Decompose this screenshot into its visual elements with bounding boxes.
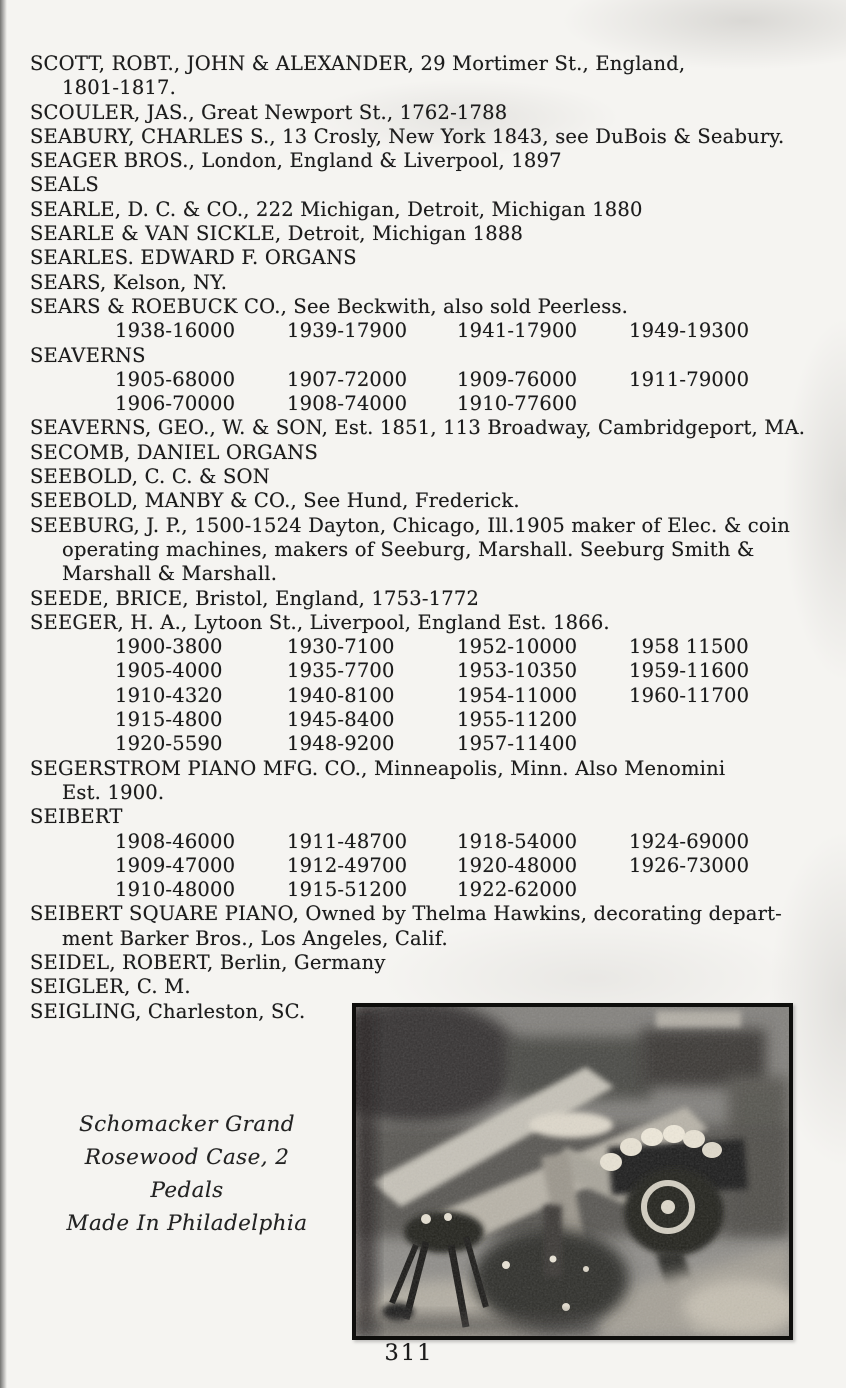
serial-number: 1945-8400 [287, 708, 395, 732]
serial-number: 1907-72000 [287, 367, 408, 391]
serial-number: 1926-73000 [629, 853, 750, 877]
serial-number: 1924-69000 [629, 829, 750, 853]
serial-number: 1915-51200 [287, 878, 408, 902]
serial-number: 1909-76000 [457, 367, 578, 391]
serial-number: 1910-77600 [457, 392, 578, 416]
serial-number-row [30, 392, 822, 416]
serial-number: 1918-54000 [457, 829, 578, 853]
serial-number: 1910-4320 [115, 683, 223, 707]
entry-line: SEIGLING, Charleston, SC. [30, 999, 306, 1023]
serial-number: 1939-17900 [287, 319, 408, 343]
entry-line: SEALS [30, 173, 99, 197]
serial-number: 1948-9200 [287, 732, 395, 756]
page-number: 311 [384, 1340, 434, 1366]
serial-number: 1905-68000 [115, 367, 236, 391]
serial-number: 1954-11000 [457, 683, 578, 707]
binding-shadow [0, 0, 7, 1388]
entry-line: SEEBURG, J. P., 1500-1524 Dayton, Chicago, Ill.1905 maker of Elec. & coin [30, 513, 791, 537]
serial-number: 1930-7100 [287, 635, 395, 659]
serial-number: 1922-62000 [457, 878, 578, 902]
serial-number: 1955-11200 [457, 708, 578, 732]
entry-line: SEARLE & VAN SICKLE, Detroit, Michigan 1888 [30, 222, 524, 246]
entry-line: SCOTT, ROBT., JOHN & ALEXANDER, 29 Mortimer St., England, [30, 52, 686, 75]
serial-number-row [30, 854, 822, 878]
serial-number: 1920-5590 [115, 732, 223, 756]
serial-number: 1911-79000 [629, 367, 750, 391]
serial-number: 1952-10000 [457, 635, 578, 659]
serial-number: 1953-10350 [457, 659, 578, 683]
entry-line: SEARLE, D. C. & CO., 222 Michigan, Detroit, Michigan 1880 [30, 197, 643, 221]
entry-line: SEEBOLD, C. C. & SON [30, 465, 270, 489]
serial-number: 1900-3800 [115, 635, 223, 659]
directory-text [30, 52, 822, 1024]
serial-number: 1938-16000 [115, 319, 236, 343]
serial-number: 1941-17900 [457, 319, 578, 343]
entry-line: SCOULER, JAS., Great Newport St., 1762-1788 [30, 100, 508, 124]
entry-line: SEARLES. EDWARD F. ORGANS [30, 246, 357, 270]
entry-line: SEABURY, CHARLES S., 13 Crosly, New York 1843, see DuBois & Seabury. [30, 124, 785, 148]
entry-line: SEIDEL, ROBERT, Berlin, Germany [30, 950, 386, 974]
serial-number-row [30, 878, 822, 902]
photo-caption [60, 1108, 314, 1240]
caption-line: Schomacker Grand [79, 1112, 295, 1137]
serial-number-row [30, 830, 822, 854]
entry-continuation-line: Marshall & Marshall. [62, 562, 278, 586]
serial-number: 1911-48700 [287, 829, 408, 853]
directory-lines [30, 52, 822, 1024]
serial-number: 1949-19300 [629, 319, 750, 343]
entry-continuation-line: ment Barker Bros., Los Angeles, Calif. [62, 926, 448, 950]
entry-line: SEIBERT [30, 805, 123, 829]
serial-number: 1908-46000 [115, 829, 236, 853]
serial-number-row [30, 732, 822, 756]
entry-line: SEEBOLD, MANBY & CO., See Hund, Frederick. [30, 489, 520, 513]
entry-line: SEAGER BROS., London, England & Liverpool, 1897 [30, 149, 562, 173]
serial-number-row [30, 635, 822, 659]
serial-number-row [30, 368, 822, 392]
serial-number: 1957-11400 [457, 732, 578, 756]
serial-number: 1906-70000 [115, 392, 236, 416]
entry-line: SEGERSTROM PIANO MFG. CO., Minneapolis, Minn. Also Menomini [30, 756, 726, 780]
serial-number: 1905-4000 [115, 659, 223, 683]
serial-number: 1912-49700 [287, 853, 408, 877]
serial-number-row [30, 319, 822, 343]
entry-line: SEIGLER, C. M. [30, 975, 191, 999]
serial-number: 1935-7700 [287, 659, 395, 683]
serial-number: 1959-11600 [629, 659, 750, 683]
entry-line: SEAVERNS [30, 343, 146, 367]
entry-continuation-line: Est. 1900. [62, 780, 165, 804]
entry-continuation-line: 1801-1817. [62, 76, 177, 100]
serial-number: 1958 11500 [629, 635, 749, 659]
serial-number: 1909-47000 [115, 853, 236, 877]
caption-line: Made In Philadelphia [66, 1211, 308, 1236]
serial-number-row [30, 708, 822, 732]
entry-line: SEAVERNS, GEO., W. & SON, Est. 1851, 113 Broadway, Cambridgeport, MA. [30, 416, 806, 440]
serial-number-row [30, 684, 822, 708]
serial-number: 1908-74000 [287, 392, 408, 416]
entry-line: SECOMB, DANIEL ORGANS [30, 440, 319, 464]
entry-continuation-line: operating machines, makers of Seeburg, Marshall. Seeburg Smith & [62, 537, 755, 561]
serial-number: 1915-4800 [115, 708, 223, 732]
entry-line: SEIBERT SQUARE PIANO, Owned by Thelma Hawkins, decorating depart- [30, 902, 782, 926]
caption-line: Rosewood Case, 2 Pedals [84, 1145, 290, 1203]
serial-number: 1910-48000 [115, 878, 236, 902]
entry-line: SEEDE, BRICE, Bristol, England, 1753-1772 [30, 586, 480, 610]
entry-line: SEARS & ROEBUCK CO., See Beckwith, also sold Peerless. [30, 294, 629, 318]
serial-number-row [30, 659, 822, 683]
entry-line: SEARS, Kelson, NY. [30, 270, 228, 294]
entry-line: SEEGER, H. A., Lytoon St., Liverpool, England Est. 1866. [30, 610, 610, 634]
piano-photo [352, 1003, 793, 1340]
serial-number: 1960-11700 [629, 683, 750, 707]
serial-number: 1940-8100 [287, 683, 395, 707]
serial-number: 1920-48000 [457, 853, 578, 877]
